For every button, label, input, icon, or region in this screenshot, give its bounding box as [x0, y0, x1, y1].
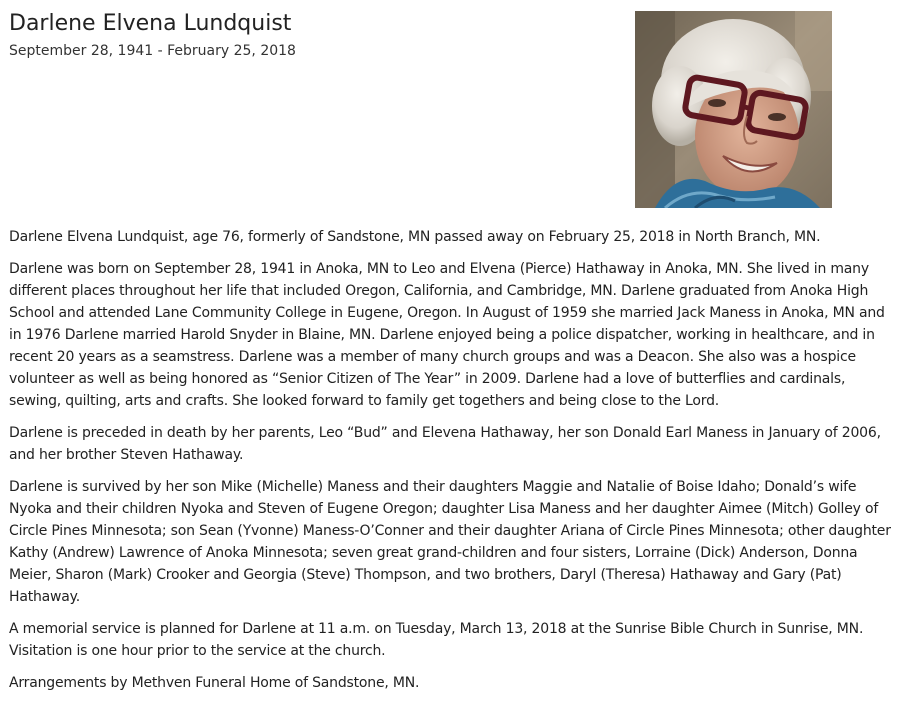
obituary-body: [9, 226, 901, 704]
obituary-paragraph: Darlene Elvena Lundquist, age 76, formerly of Sandstone, MN passed away on February 25, 2018 in North Branch, MN.: [9, 229, 821, 245]
portrait-photo: [635, 11, 832, 208]
life-dates: September 28, 1941 - February 25, 2018: [9, 43, 296, 59]
obituary-paragraph: Darlene is preceded in death by her parents, Leo “Bud” and Elevena Hathaway, her son Donald Earl Maness in January of 2006, and her brother Steven Hathaway.: [9, 425, 881, 463]
obituary-paragraph: Darlene is survived by her son Mike (Michelle) Maness and their daughters Maggie and Natalie of Boise Idaho; Donald’s wife Nyoka and their children Nyoka and Steven of Eugene Oregon; daughter Lisa Maness and her daughter Aimee (Mitch) Golley of Circle Pines Minnesota; son Sean (Yvonne) Maness-O’Conner and their daughter Ariana of Circle Pines Minnesota; other daughter Kathy (Andrew) Lawrence of Anoka Minnesota; seven great grand-children and four sisters, Lorraine (Dick) Anderson, Donna Meier, Sharon (Mark) Crooker and Georgia (Steve) Thompson, and two brothers, Daryl (Theresa) Hathaway and Gary (Pat) Hathaway.: [9, 479, 891, 605]
obituary-paragraph: A memorial service is planned for Darlene at 11 a.m. on Tuesday, March 13, 2018 at the Sunrise Bible Church in Sunrise, MN. Visitation is one hour prior to the service at the church.: [9, 621, 864, 659]
obituary-paragraph: Arrangements by Methven Funeral Home of Sandstone, MN.: [9, 675, 420, 691]
obituary-paragraph: Darlene was born on September 28, 1941 in Anoka, MN to Leo and Elvena (Pierce) Hathaway in Anoka, MN. She lived in many different places throughout her life that included Oregon, California, and Cambridge, MN. Darlene graduated from Anoka High School and attended Lane Community College in Eugene, Oregon. In August of 1959 she married Jack Maness in Anoka, MN and in 1976 Darlene married Harold Snyder in Blaine, MN. Darlene enjoyed being a police dispatcher, working in healthcare, and in recent 20 years as a seamstress. Darlene was a member of many church groups and was a Deacon. She also was a hospice volunteer as well as being honored as “Senior Citizen of The Year” in 2009. Darlene had a love of butterflies and cardinals, sewing, quilting, arts and crafts. She looked forward to family get togethers and being close to the Lord.: [9, 261, 885, 409]
obituary-header: [9, 9, 609, 61]
deceased-name: Darlene Elvena Lundquist: [9, 11, 292, 36]
